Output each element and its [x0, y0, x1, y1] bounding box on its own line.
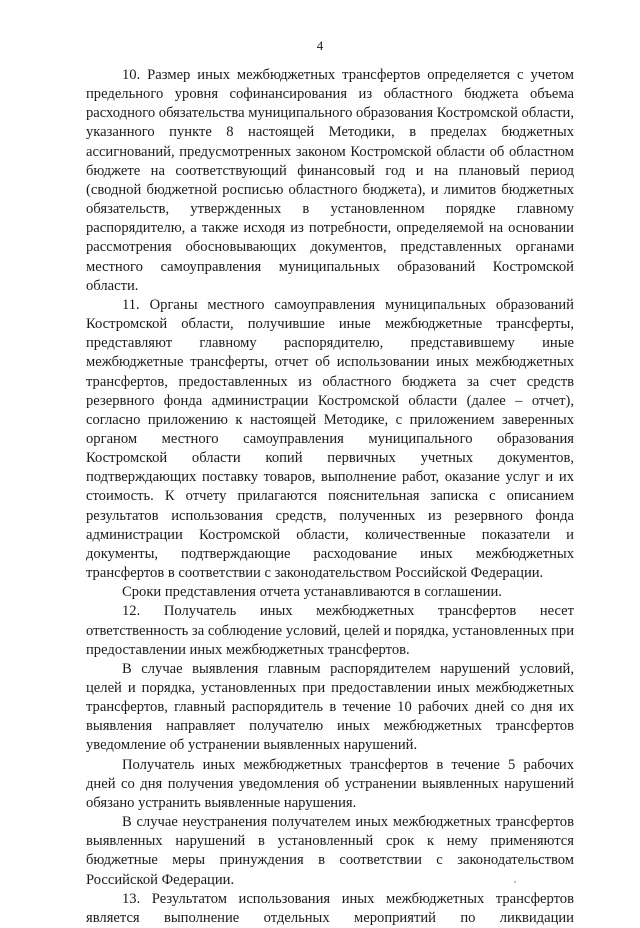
paragraph-12-responsibility: 12. Получатель иных межбюджетных трансфертов несет ответственность за соблюдение условий, целей и порядка, установленных при предоставлении иных межбюджетных трансфертов.	[86, 603, 574, 658]
paragraph-enforcement-measures: В случае неустранения получателем иных межбюджетных трансфертов выявленных нарушений в установленный срок к нему применяются бюджетные меры принуждения в соответствии с законодательством Российской Федерации.	[86, 814, 574, 888]
paragraph-13-result: 13. Результатом использования иных межбюджетных трансфертов является выполнение отдельных мероприятий по ликвидации	[86, 890, 574, 926]
scan-speck	[514, 881, 516, 883]
document-body	[86, 66, 574, 928]
paragraph-10-transfer-size: 10. Размер иных межбюджетных трансфертов определяется с учетом предельного уровня софинансирования из областного бюджета объема расходного обязательства муниципального образования Костромской области, указанного пункте 8 настоящей Методики, в пределах бюджетных ассигнований, предусмотренных законом Костромской области об областном бюджете на соответствующий финансовый год и на плановый период (сводной бюджетной росписью областного бюджета), и лимитов бюджетных обязательств, утвержденных в установленном порядке главному распорядителю, а также исходя из потребности, определяемой на основании рассмотрения обосновывающих документов, представленных органами местного самоуправления муниципальных образований Костромской области.	[86, 67, 574, 294]
paragraph-violation-correction: Получатель иных межбюджетных трансфертов в течение 5 рабочих дней со дня получения уведомления об устранении выявленных нарушений обязано устранить выявленные нарушения.	[86, 756, 574, 811]
paragraph-report-deadlines: Сроки представления отчета устанавливаются в соглашении.	[122, 584, 502, 601]
page-number: 4	[316, 38, 324, 53]
paragraph-11-reporting: 11. Органы местного самоуправления муниципальных образований Костромской области, получившие иные межбюджетные трансферты, представляют главному распорядителю, представившему иные межбюджетные трансферты, отчет об использовании иных межбюджетных трансфертов, предоставленных из областного бюджета за счет средств резервного фонда администрации Костромской области (далее – отчет), согласно приложению к настоящей Методике, с приложением заверенных органом местного самоуправления муниципального образования Костромской области копий первичных учетных документов, подтверждающих поставку товаров, выполнение работ, оказание услуг и их стоимость. К отчету прилагаются пояснительная записка с описанием результатов использования средств, полученных из резервного фонда администрации Костромской области, количественные показатели и документы, подтверждающие расходование иных межбюджетных трансфертов в соответствии с законодательством Российской Федерации.	[86, 296, 574, 582]
paragraph-violation-notice: В случае выявления главным распорядителем нарушений условий, целей и порядка, установленных при предоставлении иных межбюджетных трансфертов, главный распорядитель в течение 10 рабочих дней со дня их выявления направляет получателю иных межбюджетных трансфертов уведомление об устранении выявленных нарушений.	[86, 660, 574, 754]
